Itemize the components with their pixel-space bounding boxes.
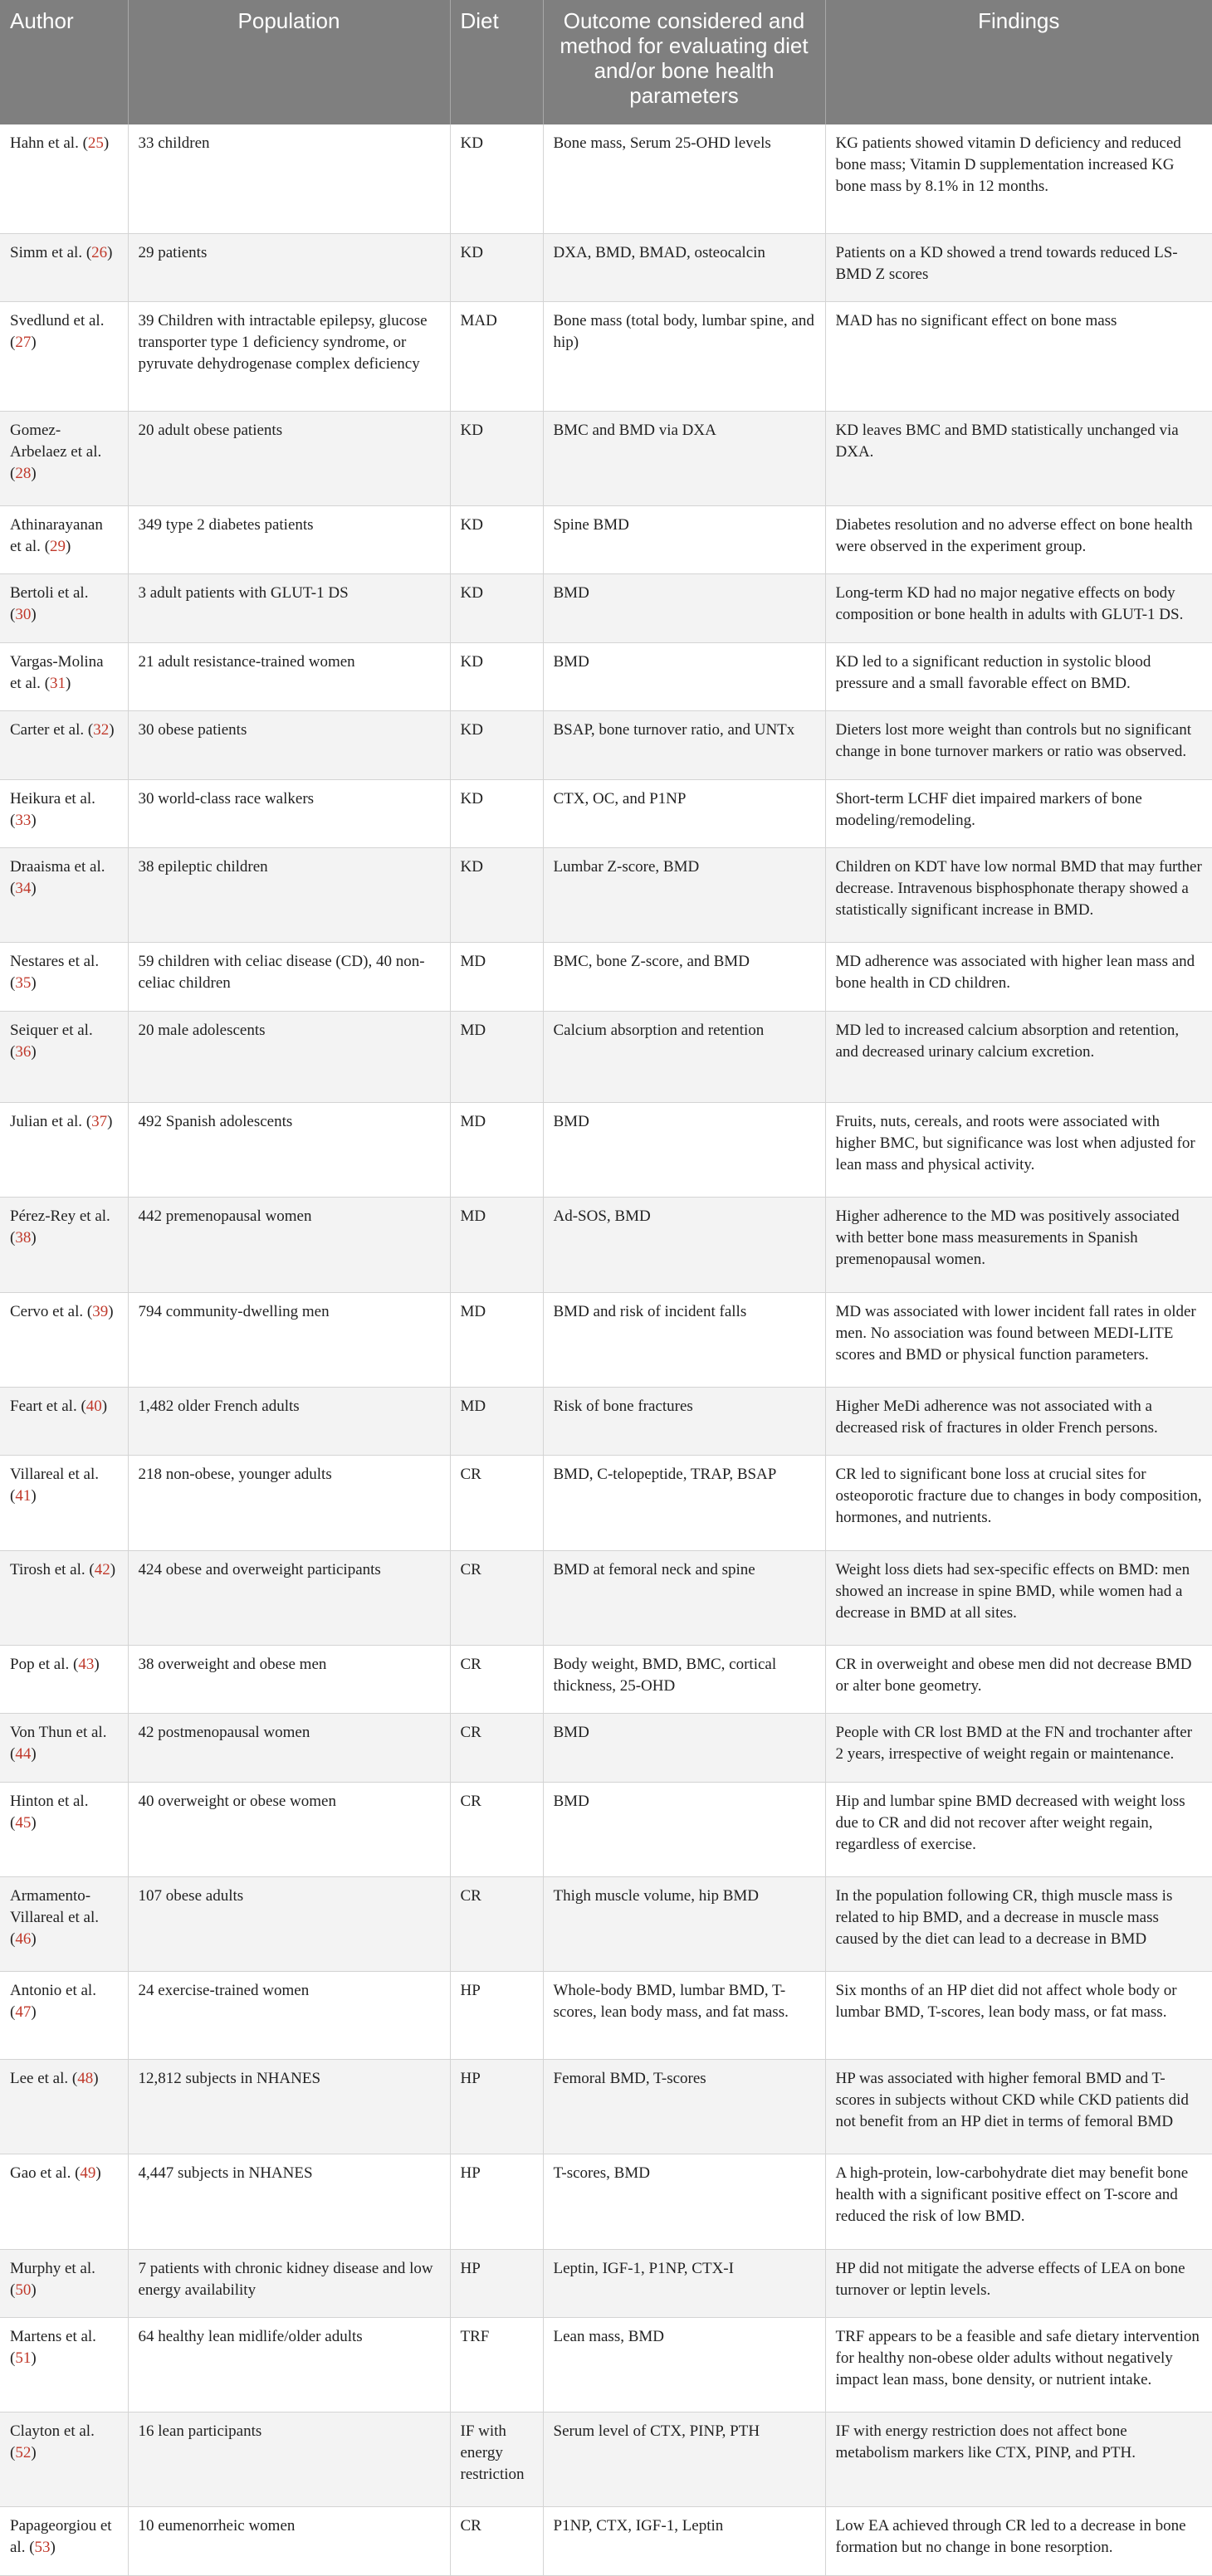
cell-diet: IF with energy restriction	[450, 2413, 543, 2507]
cell-author: Feart et al. (40)	[0, 1388, 128, 1456]
table-row	[0, 2317, 1212, 2412]
cell-findings: HP was associated with higher femoral BMD and T-scores in subjects without CKD while CKD patients did not benefit from an HP diet in terms of femoral BMD	[825, 2059, 1212, 2154]
cell-diet: MD	[450, 1292, 543, 1387]
author-name: Draaisma et al.	[10, 857, 105, 876]
cell-author: Hahn et al. (25)	[0, 124, 128, 234]
cell-population: 24 exercise-trained women	[128, 1972, 450, 2060]
cell-diet: HP	[450, 2154, 543, 2249]
cell-findings: MAD has no significant effect on bone mass	[825, 302, 1212, 412]
table-row	[0, 711, 1212, 779]
cell-diet: KD	[450, 847, 543, 942]
author-name: Gao et al.	[10, 2164, 71, 2183]
cell-population: 20 adult obese patients	[128, 411, 450, 505]
cell-author: Murphy et al. (50)	[0, 2249, 128, 2317]
cell-diet: MAD	[450, 302, 543, 412]
table-row	[0, 1292, 1212, 1387]
cell-diet: KD	[450, 711, 543, 779]
reference-number: 31	[50, 674, 66, 692]
reference-number: 48	[77, 2069, 94, 2087]
cell-outcome: Whole-body BMD, lumbar BMD, T-scores, lean body mass, and fat mass.	[543, 1972, 825, 2060]
table-row	[0, 124, 1212, 234]
cell-diet: CR	[450, 2507, 543, 2576]
cell-findings: MD was associated with lower incident fall rates in older men. No association was found between MEDI-LITE scores and BMD or physical function parameters.	[825, 1292, 1212, 1387]
cell-diet: CR	[450, 1876, 543, 1971]
cell-population: 29 patients	[128, 234, 450, 302]
cell-findings: MD adherence was associated with higher lean mass and bone health in CD children.	[825, 943, 1212, 1011]
cell-population: 4,447 subjects in NHANES	[128, 2154, 450, 2249]
author-name: Julian et al.	[10, 1113, 83, 1131]
author-name: Nestares et al.	[10, 953, 100, 971]
author-name: Hinton et al.	[10, 1792, 89, 1810]
cell-author: Simm et al. (26)	[0, 234, 128, 302]
cell-population: 42 postmenopausal women	[128, 1714, 450, 1782]
cell-findings: CR led to significant bone loss at crucial sites for osteoporotic fracture due to changes in body composition, hormones, and nutrients.	[825, 1456, 1212, 1550]
author-name: Gomez-Arbelaez et al.	[10, 421, 102, 461]
cell-author: Von Thun et al. (44)	[0, 1714, 128, 1782]
cell-findings: TRF appears to be a feasible and safe dietary intervention for healthy non-obese older adults without negatively impact lean mass, bone density, or nutrient intake.	[825, 2317, 1212, 2412]
cell-diet: MD	[450, 1011, 543, 1103]
reference-number: 32	[93, 721, 110, 739]
cell-population: 442 premenopausal women	[128, 1198, 450, 1292]
cell-diet: KD	[450, 779, 543, 847]
table-row	[0, 2413, 1212, 2507]
cell-findings: IF with energy restriction does not affect bone metabolism markers like CTX, PINP, and PTH.	[825, 2413, 1212, 2507]
cell-population: 59 children with celiac disease (CD), 40 non-celiac children	[128, 943, 450, 1011]
reference-number: 25	[87, 134, 104, 152]
cell-author: Pérez-Rey et al. (38)	[0, 1198, 128, 1292]
table-row	[0, 1198, 1212, 1292]
cell-diet: MD	[450, 943, 543, 1011]
table-row	[0, 847, 1212, 942]
cell-diet: MD	[450, 1198, 543, 1292]
cell-diet: CR	[450, 1645, 543, 1713]
cell-population: 3 adult patients with GLUT-1 DS	[128, 574, 450, 642]
reference-number: 47	[15, 2003, 32, 2022]
cell-population: 107 obese adults	[128, 1876, 450, 1971]
reference-number: 37	[91, 1113, 108, 1131]
cell-author: Seiquer et al. (36)	[0, 1011, 128, 1103]
author-name: Lee et al.	[10, 2069, 69, 2087]
table-row	[0, 506, 1212, 574]
cell-outcome: BMC, bone Z-score, and BMD	[543, 943, 825, 1011]
author-name: Antonio et al.	[10, 1982, 96, 2000]
cell-population: 21 adult resistance-trained women	[128, 642, 450, 710]
cell-findings: Hip and lumbar spine BMD decreased with weight loss due to CR and did not recover after weight regain, regardless of exercise.	[825, 1782, 1212, 1876]
table-row	[0, 1388, 1212, 1456]
cell-findings: Six months of an HP diet did not affect whole body or lumbar BMD, T-scores, lean body mass, or fat mass.	[825, 1972, 1212, 2060]
reference-number: 40	[86, 1398, 102, 1415]
author-name: Clayton et al.	[10, 2422, 95, 2441]
reference-number: 39	[92, 1302, 109, 1320]
cell-findings: Weight loss diets had sex-specific effects on BMD: men showed an increase in spine BMD, while women had a decrease in BMD at all sites.	[825, 1550, 1212, 1645]
reference-number: 43	[78, 1655, 95, 1673]
cell-outcome: Thigh muscle volume, hip BMD	[543, 1876, 825, 1971]
cell-findings: KG patients showed vitamin D deficiency and reduced bone mass; Vitamin D supplementation increased KG bone mass by 8.1% in 12 months.	[825, 124, 1212, 234]
cell-diet: HP	[450, 2059, 543, 2154]
table-row	[0, 2059, 1212, 2154]
table-row	[0, 779, 1212, 847]
author-name: Simm et al.	[10, 244, 83, 261]
cell-diet: MD	[450, 1103, 543, 1198]
header-findings: Findings	[825, 0, 1212, 124]
cell-outcome: T-scores, BMD	[543, 2154, 825, 2249]
cell-population: 424 obese and overweight participants	[128, 1550, 450, 1645]
author-name: Papageorgiou et al.	[10, 2517, 112, 2557]
author-name: Armamento-Villareal et al.	[10, 1886, 99, 1926]
table-row	[0, 1550, 1212, 1645]
author-name: Cervo et al.	[10, 1302, 84, 1320]
reference-number: 51	[15, 2349, 32, 2367]
reference-number: 45	[15, 1813, 32, 1832]
reference-number: 34	[15, 879, 32, 897]
cell-author: Armamento-Villareal et al. (46)	[0, 1876, 128, 1971]
cell-population: 33 children	[128, 124, 450, 234]
cell-outcome: BMD at femoral neck and spine	[543, 1550, 825, 1645]
cell-diet: CR	[450, 1782, 543, 1876]
cell-population: 64 healthy lean midlife/older adults	[128, 2317, 450, 2412]
cell-findings: Short-term LCHF diet impaired markers of bone modeling/remodeling.	[825, 779, 1212, 847]
cell-outcome: Lean mass, BMD	[543, 2317, 825, 2412]
cell-findings: KD leaves BMC and BMD statistically unchanged via DXA.	[825, 411, 1212, 505]
reference-number: 36	[15, 1042, 32, 1061]
cell-diet: HP	[450, 1972, 543, 2060]
reference-number: 26	[91, 244, 108, 261]
header-outcome: Outcome considered and method for evaluating diet and/or bone health parameters	[543, 0, 825, 124]
cell-outcome: Bone mass (total body, lumbar spine, and hip)	[543, 302, 825, 412]
cell-author: Hinton et al. (45)	[0, 1782, 128, 1876]
cell-outcome: P1NP, CTX, IGF-1, Leptin	[543, 2507, 825, 2576]
reference-number: 30	[15, 606, 32, 624]
cell-population: 349 type 2 diabetes patients	[128, 506, 450, 574]
cell-population: 218 non-obese, younger adults	[128, 1456, 450, 1550]
author-name: Martens et al.	[10, 2327, 96, 2345]
table-row	[0, 943, 1212, 1011]
cell-findings: People with CR lost BMD at the FN and trochanter after 2 years, irrespective of weight regain or maintenance.	[825, 1714, 1212, 1782]
table-row	[0, 411, 1212, 505]
cell-findings: HP did not mitigate the adverse effects of LEA on bone turnover or leptin levels.	[825, 2249, 1212, 2317]
cell-outcome: Risk of bone fractures	[543, 1388, 825, 1456]
cell-author: Lee et al. (48)	[0, 2059, 128, 2154]
reference-number: 28	[15, 464, 32, 482]
cell-findings: Fruits, nuts, cereals, and roots were associated with higher BMC, but significance was lost when adjusted for lean mass and physical activity.	[825, 1103, 1212, 1198]
table-row	[0, 1103, 1212, 1198]
cell-population: 1,482 older French adults	[128, 1388, 450, 1456]
cell-findings: Higher MeDi adherence was not associated with a decreased risk of fractures in older French persons.	[825, 1388, 1212, 1456]
reference-number: 33	[15, 811, 32, 829]
cell-author: Julian et al. (37)	[0, 1103, 128, 1198]
reference-number: 46	[15, 1930, 32, 1948]
cell-findings: Long-term KD had no major negative effects on body composition or bone health in adults with GLUT-1 DS.	[825, 574, 1212, 642]
cell-outcome: Femoral BMD, T-scores	[543, 2059, 825, 2154]
cell-findings: Patients on a KD showed a trend towards reduced LS-BMD Z scores	[825, 234, 1212, 302]
cell-diet: HP	[450, 2249, 543, 2317]
cell-outcome: Ad-SOS, BMD	[543, 1198, 825, 1292]
cell-author: Clayton et al. (52)	[0, 2413, 128, 2507]
author-name: Svedlund et al.	[10, 312, 105, 330]
cell-population: 7 patients with chronic kidney disease and low energy availability	[128, 2249, 450, 2317]
cell-diet: CR	[450, 1456, 543, 1550]
cell-author: Villareal et al. (41)	[0, 1456, 128, 1550]
table-row	[0, 1782, 1212, 1876]
cell-author: Cervo et al. (39)	[0, 1292, 128, 1387]
cell-diet: KD	[450, 574, 543, 642]
cell-author: Bertoli et al. (30)	[0, 574, 128, 642]
reference-number: 44	[15, 1745, 32, 1764]
reference-number: 29	[50, 538, 66, 556]
cell-outcome: BSAP, bone turnover ratio, and UNTx	[543, 711, 825, 779]
cell-author: Pop et al. (43)	[0, 1645, 128, 1713]
cell-author: Papageorgiou et al. (53)	[0, 2507, 128, 2576]
cell-population: 12,812 subjects in NHANES	[128, 2059, 450, 2154]
table-body	[0, 124, 1212, 2576]
table-row	[0, 574, 1212, 642]
cell-population: 10 eumenorrheic women	[128, 2507, 450, 2576]
author-name: Seiquer et al.	[10, 1021, 93, 1039]
cell-author: Tirosh et al. (42)	[0, 1550, 128, 1645]
cell-outcome: BMD	[543, 642, 825, 710]
cell-outcome: Serum level of CTX, PINP, PTH	[543, 2413, 825, 2507]
reference-number: 38	[15, 1229, 32, 1247]
cell-outcome: BMD	[543, 1103, 825, 1198]
reference-number: 52	[15, 2444, 32, 2462]
cell-population: 38 epileptic children	[128, 847, 450, 942]
table-row	[0, 234, 1212, 302]
cell-population: 39 Children with intractable epilepsy, glucose transporter type 1 deficiency syndrome, or pyruvate dehydrogenase complex deficiency	[128, 302, 450, 412]
table-header	[0, 0, 1212, 124]
cell-diet: KD	[450, 234, 543, 302]
cell-findings: KD led to a significant reduction in systolic blood pressure and a small favorable effect on BMD.	[825, 642, 1212, 710]
cell-outcome: BMD	[543, 574, 825, 642]
table-row	[0, 302, 1212, 412]
author-name: Tirosh et al.	[10, 1560, 86, 1578]
cell-population: 38 overweight and obese men	[128, 1645, 450, 1713]
table-row	[0, 1456, 1212, 1550]
cell-population: 30 world-class race walkers	[128, 779, 450, 847]
cell-author: Gomez-Arbelaez et al. (28)	[0, 411, 128, 505]
header-author: Author	[0, 0, 128, 124]
author-name: Pérez-Rey et al.	[10, 1208, 110, 1226]
cell-author: Carter et al. (32)	[0, 711, 128, 779]
cell-outcome: BMD	[543, 1714, 825, 1782]
cell-findings: Dieters lost more weight than controls but no significant change in bone turnover markers or ratio was observed.	[825, 711, 1212, 779]
cell-outcome: BMD, C-telopeptide, TRAP, BSAP	[543, 1456, 825, 1550]
reference-number: 53	[34, 2539, 51, 2557]
cell-diet: TRF	[450, 2317, 543, 2412]
reference-number: 50	[15, 2281, 32, 2299]
cell-findings: Low EA achieved through CR led to a decrease in bone formation but no change in bone resorption.	[825, 2507, 1212, 2576]
table-row	[0, 2249, 1212, 2317]
cell-population: 30 obese patients	[128, 711, 450, 779]
cell-outcome: Body weight, BMD, BMC, cortical thickness, 25-OHD	[543, 1645, 825, 1713]
table-row	[0, 1972, 1212, 2060]
cell-author: Vargas-Molina et al. (31)	[0, 642, 128, 710]
cell-outcome: BMD	[543, 1782, 825, 1876]
cell-author: Heikura et al. (33)	[0, 779, 128, 847]
cell-population: 20 male adolescents	[128, 1011, 450, 1103]
table-row	[0, 2507, 1212, 2576]
author-name: Von Thun et al.	[10, 1724, 107, 1742]
table-row	[0, 1714, 1212, 1782]
author-name: Murphy et al.	[10, 2259, 95, 2277]
cell-diet: KD	[450, 506, 543, 574]
cell-diet: KD	[450, 411, 543, 505]
cell-findings: Diabetes resolution and no adverse effect on bone health were observed in the experiment group.	[825, 506, 1212, 574]
cell-author: Antonio et al. (47)	[0, 1972, 128, 2060]
author-name: Villareal et al.	[10, 1466, 99, 1484]
cell-diet: MD	[450, 1388, 543, 1456]
cell-diet: CR	[450, 1550, 543, 1645]
cell-findings: CR in overweight and obese men did not decrease BMD or alter bone geometry.	[825, 1645, 1212, 1713]
table-row	[0, 1876, 1212, 1971]
cell-population: 492 Spanish adolescents	[128, 1103, 450, 1198]
cell-diet: KD	[450, 124, 543, 234]
cell-outcome: Lumbar Z-score, BMD	[543, 847, 825, 942]
cell-author: Martens et al. (51)	[0, 2317, 128, 2412]
cell-outcome: Leptin, IGF-1, P1NP, CTX-I	[543, 2249, 825, 2317]
table-row	[0, 2154, 1212, 2249]
cell-author: Nestares et al. (35)	[0, 943, 128, 1011]
author-name: Heikura et al.	[10, 789, 95, 807]
table-row	[0, 1645, 1212, 1713]
cell-outcome: Spine BMD	[543, 506, 825, 574]
cell-outcome: Calcium absorption and retention	[543, 1011, 825, 1103]
cell-findings: Children on KDT have low normal BMD that may further decrease. Intravenous bisphosphonate therapy showed a statistically significant increase in BMD.	[825, 847, 1212, 942]
author-name: Hahn et al.	[10, 134, 79, 152]
cell-outcome: BMC and BMD via DXA	[543, 411, 825, 505]
author-name: Vargas-Molina et al.	[10, 652, 104, 692]
cell-diet: KD	[450, 642, 543, 710]
table-row	[0, 1011, 1212, 1103]
author-name: Feart et al.	[10, 1398, 77, 1415]
reference-number: 49	[80, 2164, 96, 2183]
cell-diet: CR	[450, 1714, 543, 1782]
author-name: Bertoli et al.	[10, 584, 89, 603]
cell-outcome: BMD and risk of incident falls	[543, 1292, 825, 1387]
cell-author: Svedlund et al. (27)	[0, 302, 128, 412]
cell-population: 794 community-dwelling men	[128, 1292, 450, 1387]
cell-population: 40 overweight or obese women	[128, 1782, 450, 1876]
table-row	[0, 642, 1212, 710]
cell-author: Draaisma et al. (34)	[0, 847, 128, 942]
cell-outcome: Bone mass, Serum 25-OHD levels	[543, 124, 825, 234]
cell-findings: MD led to increased calcium absorption and retention, and decreased urinary calcium excretion.	[825, 1011, 1212, 1103]
header-population: Population	[128, 0, 450, 124]
cell-findings: In the population following CR, thigh muscle mass is related to hip BMD, and a decrease in muscle mass caused by the diet can lead to a decrease in BMD	[825, 1876, 1212, 1971]
author-name: Carter et al.	[10, 721, 85, 739]
reference-number: 35	[15, 974, 32, 993]
cell-population: 16 lean participants	[128, 2413, 450, 2507]
header-diet: Diet	[450, 0, 543, 124]
cell-findings: A high-protein, low-carbohydrate diet may benefit bone health with a significant positive effect on T-score and reduced the risk of low BMD.	[825, 2154, 1212, 2249]
author-name: Pop et al.	[10, 1655, 70, 1673]
reference-number: 41	[15, 1487, 32, 1505]
reference-number: 42	[94, 1560, 110, 1578]
header-row	[0, 0, 1212, 124]
cell-findings: Higher adherence to the MD was positively associated with better bone mass measurements in Spanish premenopausal women.	[825, 1198, 1212, 1292]
cell-author: Athinarayanan et al. (29)	[0, 506, 128, 574]
cell-author: Gao et al. (49)	[0, 2154, 128, 2249]
reference-number: 27	[15, 334, 32, 352]
author-name: Athinarayanan et al.	[10, 516, 103, 556]
cell-outcome: DXA, BMD, BMAD, osteocalcin	[543, 234, 825, 302]
cell-outcome: CTX, OC, and P1NP	[543, 779, 825, 847]
